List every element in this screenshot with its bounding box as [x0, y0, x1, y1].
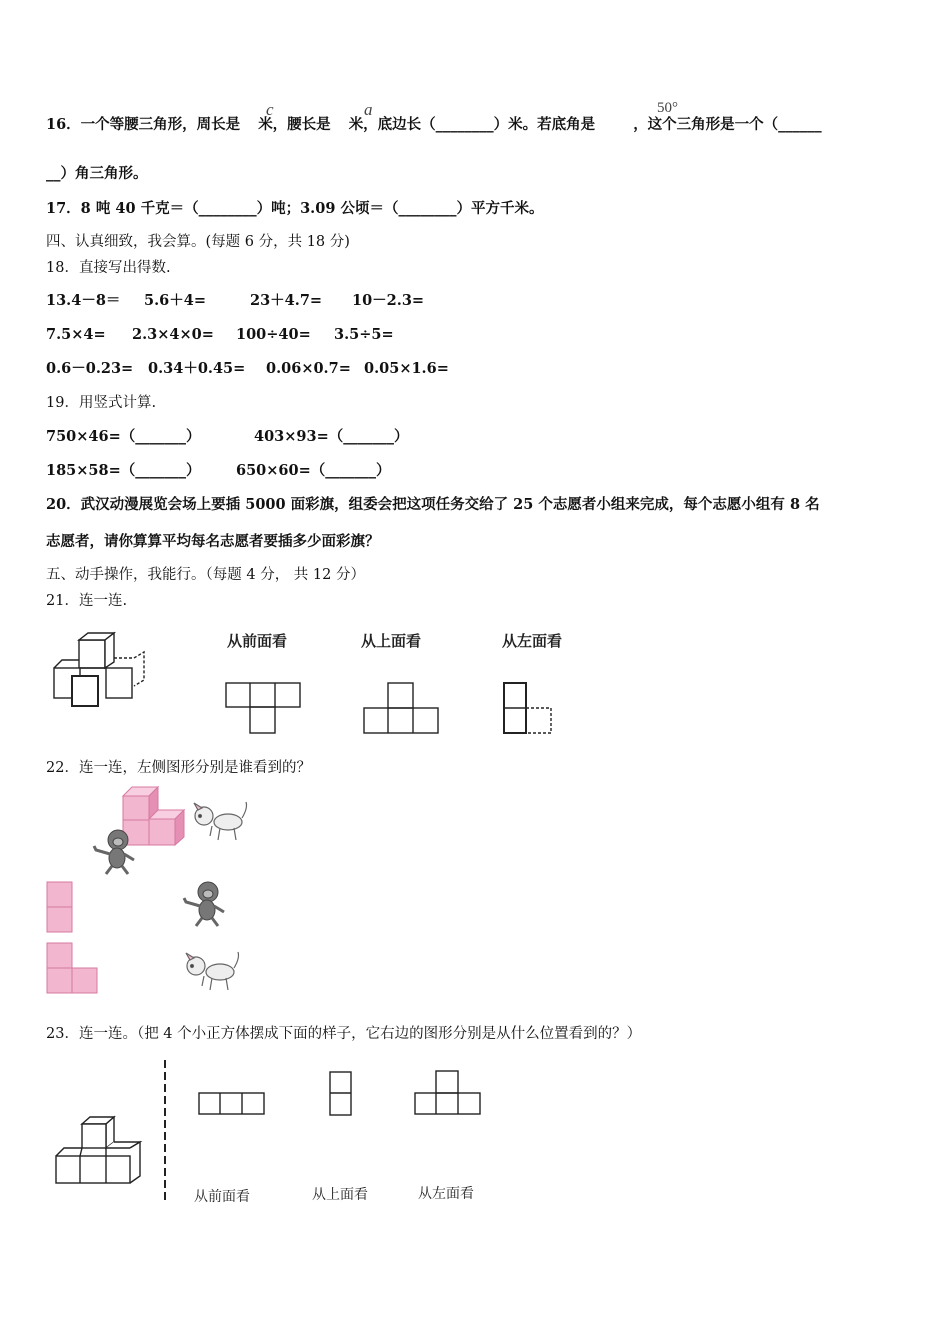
q21-cube-figure: [52, 632, 147, 710]
section-4-heading: 四、认真细致，我会算。(每题 6 分，共 18 分): [46, 234, 350, 250]
q23-view-column: [329, 1071, 353, 1117]
q19-row-2: [46, 461, 391, 481]
q23-view-row: [198, 1092, 266, 1116]
q16-mid1: 米，腰长是: [258, 116, 331, 133]
calc: 0.6－0.23=: [46, 360, 134, 377]
q23-view-t: [414, 1070, 482, 1116]
dog-icon: [190, 800, 248, 842]
q19-title: 19．用竖式计算.: [46, 395, 157, 411]
calc: 13.4－8＝: [46, 292, 121, 309]
calc: 750×46=（_______）: [46, 428, 201, 445]
dog-icon: [182, 950, 240, 992]
q21-view-top: [363, 682, 439, 734]
q23-view-top-label: 从上面看: [312, 1187, 368, 1203]
calc: 0.06×0.7=: [266, 360, 351, 377]
calc: 0.05×1.6=: [364, 360, 449, 377]
q21-view-top-label: 从上面看: [361, 632, 422, 650]
q18-row-1: [46, 291, 424, 311]
calc: 0.34＋0.45=: [148, 360, 246, 377]
q16-mid2: 米，底边长（________）米。若底角是: [348, 116, 596, 133]
q18-row-2: [46, 325, 394, 345]
q21-view-left: [503, 682, 555, 734]
monkey-icon: [182, 880, 228, 928]
q23-view-front-label: 从前面看: [194, 1189, 250, 1205]
q23-title: 23．连一连。（把 4 个小正方体摆成下面的样子，它右边的图形分别是从什么位置看到的？）: [46, 1026, 642, 1042]
calc: 23＋4.7=: [250, 292, 323, 309]
calc: 7.5×4=: [46, 326, 106, 343]
calc: 5.6＋4=: [144, 292, 206, 309]
q23-view-left-label: 从左面看: [418, 1186, 474, 1202]
q21-view-left-label: 从左面看: [502, 632, 563, 650]
calc: 100÷40=: [236, 326, 311, 343]
q21-view-front-label: 从前面看: [227, 632, 288, 650]
calc: 403×93=（_______）: [254, 428, 409, 445]
q18-row-3: [46, 359, 449, 379]
calc: 10－2.3=: [352, 292, 425, 309]
q16-line2: __）角三角形。: [46, 165, 148, 182]
var-c: c: [266, 100, 274, 119]
calc: 185×58=（_______）: [46, 462, 201, 479]
q23-cube-figure: [54, 1116, 150, 1186]
q20-line2: 志愿者，请你算算平均每名志愿者要插多少面彩旗？: [46, 533, 380, 550]
q16-suffix: ，这个三角形是一个（______: [633, 116, 822, 133]
section-5-heading: 五、动手操作，我能行。（每题 4 分， 共 12 分）: [46, 567, 365, 583]
q20-line1: 20．武汉动漫展览会场上要插 5000 面彩旗，组委会把这项任务交给了 25 个志愿者小组来完成，每个志愿小组有 8 名: [46, 496, 820, 513]
q17: 17．8 吨 40 千克＝（________）吨；3.09 公顷＝（________）平方千米。: [46, 200, 544, 217]
calc: 3.5÷5=: [334, 326, 394, 343]
q22-view-1: [46, 881, 74, 933]
angle-50: 50°: [657, 100, 678, 116]
q23-divider: [163, 1060, 167, 1202]
calc: 2.3×4×0=: [132, 326, 214, 343]
monkey-icon: [92, 828, 138, 876]
q16-line1: [46, 115, 822, 135]
q21-view-front: [225, 682, 301, 734]
q22-title: 22．连一连，左侧图形分别是谁看到的？: [46, 760, 311, 776]
q19-row-1: [46, 427, 409, 447]
calc: 650×60=（_______）: [236, 462, 391, 479]
var-a: a: [364, 100, 373, 119]
q18-title: 18．直接写出得数.: [46, 260, 171, 276]
q21-title: 21．连一连.: [46, 593, 128, 609]
q16-prefix: 16．一个等腰三角形，周长是: [46, 116, 241, 133]
q22-view-2: [46, 942, 98, 994]
